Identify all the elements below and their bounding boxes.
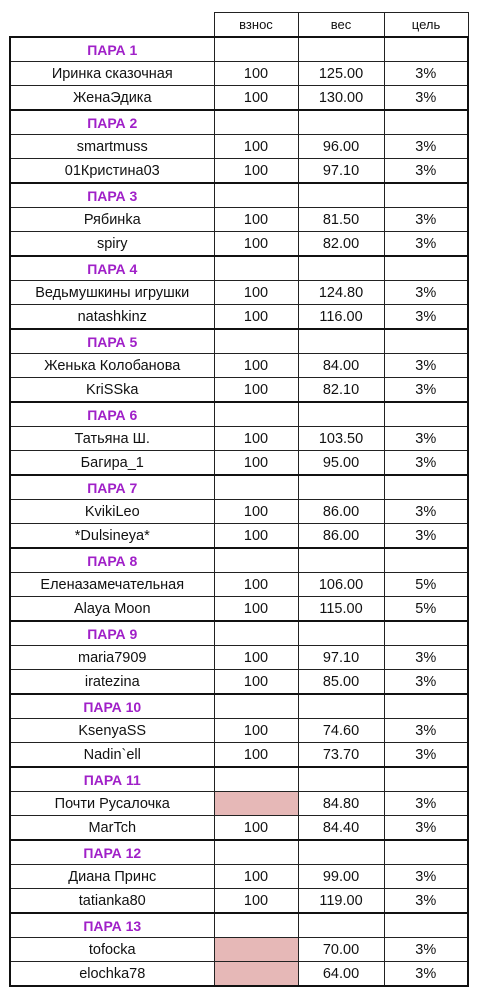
- pair-title[interactable]: ПАРА 4: [10, 256, 214, 281]
- member-goal[interactable]: 3%: [384, 938, 468, 962]
- empty-cell[interactable]: [214, 256, 298, 281]
- member-row: [10, 281, 468, 305]
- member-row: [10, 597, 468, 622]
- member-goal[interactable]: 3%: [384, 524, 468, 549]
- pair-title[interactable]: ПАРА 2: [10, 110, 214, 135]
- member-weight[interactable]: 95.00: [298, 451, 384, 476]
- empty-cell[interactable]: [384, 767, 468, 792]
- member-name[interactable]: KsenyaSS: [10, 719, 214, 743]
- empty-cell[interactable]: [214, 183, 298, 208]
- pair-title[interactable]: ПАРА 11: [10, 767, 214, 792]
- member-name[interactable]: Рябинka: [10, 208, 214, 232]
- member-goal[interactable]: 3%: [384, 646, 468, 670]
- pair-title[interactable]: ПАРА 7: [10, 475, 214, 500]
- empty-cell[interactable]: [298, 913, 384, 938]
- member-name[interactable]: Еленазамечательная: [10, 573, 214, 597]
- header-goal: цель: [384, 13, 468, 38]
- empty-cell[interactable]: [214, 110, 298, 135]
- member-row: [10, 719, 468, 743]
- member-row: [10, 208, 468, 232]
- member-fee[interactable]: 100: [214, 719, 298, 743]
- member-weight[interactable]: 97.10: [298, 159, 384, 184]
- member-goal[interactable]: 3%: [384, 232, 468, 257]
- member-fee[interactable]: 100: [214, 378, 298, 403]
- member-goal[interactable]: 3%: [384, 743, 468, 768]
- empty-cell[interactable]: [298, 110, 384, 135]
- header-row: [10, 13, 468, 38]
- pair-title-row: [10, 402, 468, 427]
- member-weight[interactable]: 106.00: [298, 573, 384, 597]
- empty-cell[interactable]: [298, 548, 384, 573]
- empty-cell[interactable]: [384, 256, 468, 281]
- member-weight[interactable]: 97.10: [298, 646, 384, 670]
- member-name[interactable]: 01Кристина03: [10, 159, 214, 184]
- empty-cell[interactable]: [214, 694, 298, 719]
- empty-cell[interactable]: [384, 110, 468, 135]
- member-fee[interactable]: 100: [214, 646, 298, 670]
- member-weight[interactable]: 116.00: [298, 305, 384, 330]
- member-fee[interactable]: 100: [214, 451, 298, 476]
- member-weight[interactable]: 96.00: [298, 135, 384, 159]
- empty-cell[interactable]: [298, 475, 384, 500]
- member-weight[interactable]: 82.00: [298, 232, 384, 257]
- empty-cell[interactable]: [214, 767, 298, 792]
- member-goal[interactable]: 3%: [384, 670, 468, 695]
- member-name[interactable]: tofocka: [10, 938, 214, 962]
- member-name[interactable]: spiry: [10, 232, 214, 257]
- member-goal[interactable]: 3%: [384, 378, 468, 403]
- empty-cell[interactable]: [384, 694, 468, 719]
- member-fee[interactable]: 100: [214, 62, 298, 86]
- empty-cell[interactable]: [384, 329, 468, 354]
- empty-cell[interactable]: [298, 37, 384, 62]
- member-fee[interactable]: 100: [214, 500, 298, 524]
- member-row: [10, 378, 468, 403]
- member-weight[interactable]: 85.00: [298, 670, 384, 695]
- member-goal[interactable]: 3%: [384, 281, 468, 305]
- pairs-table: [9, 12, 469, 987]
- pair-title[interactable]: ПАРА 6: [10, 402, 214, 427]
- member-row: [10, 427, 468, 451]
- pair-title-row: [10, 621, 468, 646]
- member-name[interactable]: Багира_1: [10, 451, 214, 476]
- empty-cell[interactable]: [214, 548, 298, 573]
- member-name[interactable]: Почти Русалочка: [10, 792, 214, 816]
- pair-title-row: [10, 183, 468, 208]
- member-weight[interactable]: 84.40: [298, 816, 384, 841]
- pair-title-row: [10, 767, 468, 792]
- member-goal[interactable]: 3%: [384, 354, 468, 378]
- member-row: [10, 743, 468, 768]
- member-weight[interactable]: 99.00: [298, 865, 384, 889]
- member-row: [10, 354, 468, 378]
- pair-title[interactable]: ПАРА 12: [10, 840, 214, 865]
- member-weight[interactable]: 119.00: [298, 889, 384, 914]
- member-row: [10, 135, 468, 159]
- member-row: [10, 62, 468, 86]
- member-fee[interactable]: 100: [214, 524, 298, 549]
- member-name[interactable]: Ведьмушкины игрушки: [10, 281, 214, 305]
- empty-cell[interactable]: [214, 840, 298, 865]
- member-goal[interactable]: 3%: [384, 500, 468, 524]
- member-row: [10, 86, 468, 111]
- member-name[interactable]: KvikiLeo: [10, 500, 214, 524]
- pair-title-row: [10, 256, 468, 281]
- member-name[interactable]: elochka78: [10, 962, 214, 987]
- member-goal[interactable]: 3%: [384, 816, 468, 841]
- pair-title-row: [10, 110, 468, 135]
- empty-cell[interactable]: [298, 840, 384, 865]
- member-goal[interactable]: 3%: [384, 451, 468, 476]
- member-row: [10, 646, 468, 670]
- empty-cell[interactable]: [384, 621, 468, 646]
- spreadsheet: [9, 12, 469, 987]
- pair-title[interactable]: ПАРА 3: [10, 183, 214, 208]
- member-goal[interactable]: 3%: [384, 962, 468, 987]
- member-fee[interactable]: 100: [214, 743, 298, 768]
- pair-title-row: [10, 913, 468, 938]
- member-name[interactable]: KriSSka: [10, 378, 214, 403]
- member-name[interactable]: *Dulsineya*: [10, 524, 214, 549]
- member-name[interactable]: natashkinz: [10, 305, 214, 330]
- pair-title-row: [10, 475, 468, 500]
- member-fee[interactable]: 100: [214, 354, 298, 378]
- member-name[interactable]: Диана Принс: [10, 865, 214, 889]
- member-name[interactable]: tatianka80: [10, 889, 214, 914]
- empty-cell[interactable]: [384, 183, 468, 208]
- member-row: [10, 865, 468, 889]
- pair-title-row: [10, 37, 468, 62]
- member-fee[interactable]: 100: [214, 232, 298, 257]
- member-goal[interactable]: 3%: [384, 159, 468, 184]
- member-fee[interactable]: 100: [214, 305, 298, 330]
- member-goal[interactable]: 3%: [384, 62, 468, 86]
- empty-cell[interactable]: [384, 402, 468, 427]
- member-name[interactable]: MarTch: [10, 816, 214, 841]
- member-row: [10, 524, 468, 549]
- pair-title-row: [10, 840, 468, 865]
- empty-cell[interactable]: [298, 402, 384, 427]
- empty-cell[interactable]: [384, 913, 468, 938]
- member-weight[interactable]: 73.70: [298, 743, 384, 768]
- empty-cell[interactable]: [298, 329, 384, 354]
- member-goal[interactable]: 3%: [384, 865, 468, 889]
- member-fee[interactable]: [214, 792, 298, 816]
- member-weight[interactable]: 84.00: [298, 354, 384, 378]
- member-weight[interactable]: 124.80: [298, 281, 384, 305]
- empty-cell[interactable]: [214, 329, 298, 354]
- member-name[interactable]: maria7909: [10, 646, 214, 670]
- member-goal[interactable]: 5%: [384, 597, 468, 622]
- member-row: [10, 451, 468, 476]
- member-weight[interactable]: 84.80: [298, 792, 384, 816]
- empty-cell[interactable]: [214, 913, 298, 938]
- empty-cell[interactable]: [384, 475, 468, 500]
- member-row: [10, 305, 468, 330]
- member-fee[interactable]: 100: [214, 281, 298, 305]
- member-goal[interactable]: 3%: [384, 305, 468, 330]
- member-weight[interactable]: 70.00: [298, 938, 384, 962]
- member-fee[interactable]: 100: [214, 208, 298, 232]
- empty-cell[interactable]: [384, 840, 468, 865]
- header-blank-cell: [10, 13, 214, 38]
- member-name[interactable]: Иринка сказочная: [10, 62, 214, 86]
- member-row: [10, 938, 468, 962]
- member-goal[interactable]: 3%: [384, 719, 468, 743]
- member-row: [10, 573, 468, 597]
- pair-title[interactable]: ПАРА 9: [10, 621, 214, 646]
- empty-cell[interactable]: [298, 694, 384, 719]
- member-goal[interactable]: 3%: [384, 208, 468, 232]
- member-row: [10, 889, 468, 914]
- member-fee[interactable]: 100: [214, 816, 298, 841]
- pair-title[interactable]: ПАРА 8: [10, 548, 214, 573]
- pair-title-row: [10, 694, 468, 719]
- member-name[interactable]: Татьяна Ш.: [10, 427, 214, 451]
- member-weight[interactable]: 81.50: [298, 208, 384, 232]
- empty-cell[interactable]: [214, 621, 298, 646]
- pairs-body: [10, 37, 468, 986]
- member-fee[interactable]: 100: [214, 135, 298, 159]
- member-weight[interactable]: 86.00: [298, 524, 384, 549]
- member-weight[interactable]: 130.00: [298, 86, 384, 111]
- member-weight[interactable]: 115.00: [298, 597, 384, 622]
- member-name[interactable]: smartmuss: [10, 135, 214, 159]
- member-weight[interactable]: 125.00: [298, 62, 384, 86]
- empty-cell[interactable]: [214, 402, 298, 427]
- pair-title[interactable]: ПАРА 1: [10, 37, 214, 62]
- empty-cell[interactable]: [298, 256, 384, 281]
- pair-title-row: [10, 548, 468, 573]
- member-goal[interactable]: 3%: [384, 135, 468, 159]
- empty-cell[interactable]: [298, 767, 384, 792]
- empty-cell[interactable]: [214, 37, 298, 62]
- header-weight: вес: [298, 13, 384, 38]
- pair-title-row: [10, 329, 468, 354]
- member-goal[interactable]: 3%: [384, 889, 468, 914]
- member-weight[interactable]: 74.60: [298, 719, 384, 743]
- member-name[interactable]: Nadin`ell: [10, 743, 214, 768]
- empty-cell[interactable]: [214, 475, 298, 500]
- pair-title[interactable]: ПАРА 10: [10, 694, 214, 719]
- header-fee: взнос: [214, 13, 298, 38]
- member-fee[interactable]: 100: [214, 597, 298, 622]
- member-goal[interactable]: 5%: [384, 573, 468, 597]
- member-weight[interactable]: 86.00: [298, 500, 384, 524]
- member-row: [10, 792, 468, 816]
- member-weight[interactable]: 103.50: [298, 427, 384, 451]
- pair-title[interactable]: ПАРА 13: [10, 913, 214, 938]
- member-fee[interactable]: [214, 962, 298, 987]
- member-fee[interactable]: 100: [214, 159, 298, 184]
- member-name[interactable]: Alaya Moon: [10, 597, 214, 622]
- member-name[interactable]: iratezina: [10, 670, 214, 695]
- member-name[interactable]: Женька Колобанова: [10, 354, 214, 378]
- pair-title[interactable]: ПАРА 5: [10, 329, 214, 354]
- member-fee[interactable]: 100: [214, 865, 298, 889]
- member-fee[interactable]: 100: [214, 573, 298, 597]
- member-fee[interactable]: 100: [214, 670, 298, 695]
- empty-cell[interactable]: [298, 621, 384, 646]
- member-fee[interactable]: 100: [214, 427, 298, 451]
- member-fee[interactable]: [214, 938, 298, 962]
- member-row: [10, 232, 468, 257]
- member-row: [10, 670, 468, 695]
- member-weight[interactable]: 64.00: [298, 962, 384, 987]
- member-row: [10, 159, 468, 184]
- member-row: [10, 500, 468, 524]
- member-fee[interactable]: 100: [214, 86, 298, 111]
- member-name[interactable]: ЖенаЭдика: [10, 86, 214, 111]
- member-row: [10, 962, 468, 987]
- member-goal[interactable]: 3%: [384, 86, 468, 111]
- member-weight[interactable]: 82.10: [298, 378, 384, 403]
- empty-cell[interactable]: [298, 183, 384, 208]
- member-goal[interactable]: 3%: [384, 792, 468, 816]
- member-goal[interactable]: 3%: [384, 427, 468, 451]
- empty-cell[interactable]: [384, 548, 468, 573]
- member-row: [10, 816, 468, 841]
- member-fee[interactable]: 100: [214, 889, 298, 914]
- empty-cell[interactable]: [384, 37, 468, 62]
